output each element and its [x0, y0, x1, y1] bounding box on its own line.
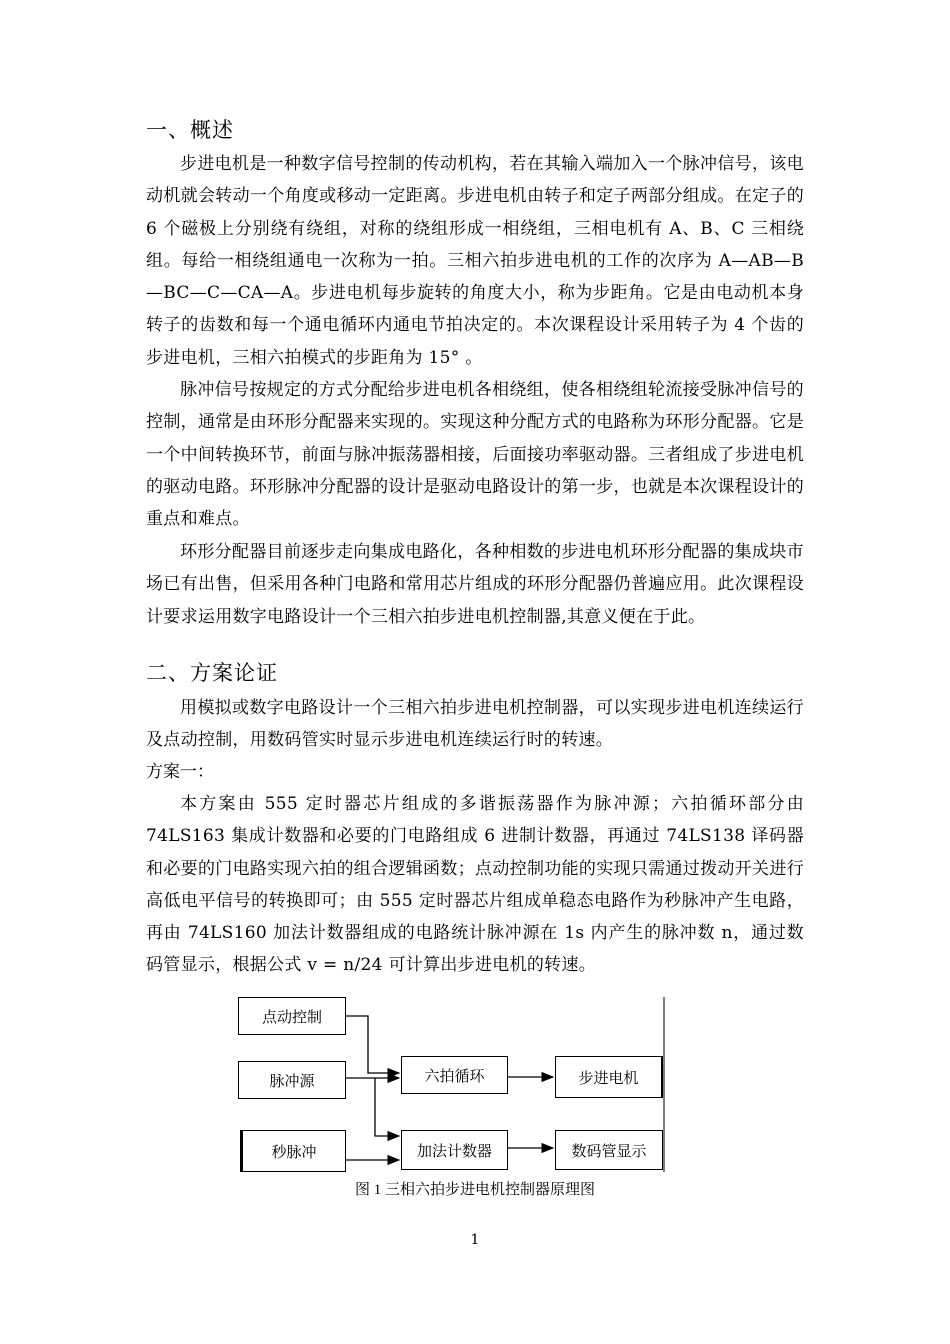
box-stepper-motor: 步进电机 [555, 1056, 663, 1098]
box-six-beat-cycle: 六拍循环 [401, 1056, 508, 1094]
scheme-one-label: 方案一： [146, 762, 214, 782]
box-pulse-source: 脉冲源 [238, 1061, 346, 1099]
wire-pulse-to-counter [375, 1078, 399, 1136]
paragraph-stepper-intro: 步进电机是一种数字信号控制的传动机构，若在其输入端加入一个脉冲信号，该电动机就会转动一个角度或移动一定距离。步进电机由转子和定子两部分组成。在定子的 6 个磁极上分别绕有绕组，对称的绕组形成一相绕组，三相电机有 A、B、C 三相绕组。每给一相绕组通电一次称为一拍。三相六拍步进电机的工作的次序为 A—AB—B—BC—C—CA—A。步进电机每步旋转的角度大小，称为步距角。它是由电动机本身转子的齿数和每一个通电循环内通电节拍决定的。本次课程设计采用转子为 4 个齿的步进电机，三相六拍模式的步距角为 15° 。 [146, 154, 804, 368]
box-digital-display: 数码管显示 [555, 1130, 663, 1170]
paragraph-scheme-one: 本方案由 555 定时器芯片组成的多谐振荡器作为脉冲源；六拍循环部分由 74LS163 集成计数器和必要的门电路组成 6 进制计数器，再通过 74LS138 译码器和必要的门电路实现六拍的组合逻辑函数；点动控制功能的实现只需通过拨动开关进行高低电平信号的转换即可；由 555 定时器芯片组成单稳态电路作为秒脉冲产生电路，再由 74LS160 加法计数器组成的电路统计脉冲源在 1s 内产生的脉冲数 n，通过数码管显示，根据公式 v = n/24 可计算出步进电机的转速。 [146, 794, 804, 976]
paragraph-pulse-distribution: 脉冲信号按规定的方式分配给步进电机各相绕组，使各相绕组轮流接受脉冲信号的控制，通常是由环形分配器来实现的。实现这种分配方式的电路称为环形分配器。它是一个中间转换环节，前面与脉冲振荡器相接，后面接功率驱动器。三者组成了步进电机的驱动电路。环形脉冲分配器的设计是驱动电路设计的第一步，也就是本次课程设计的重点和难点。 [146, 380, 804, 530]
box-jog-control: 点动控制 [238, 997, 346, 1035]
page-number: 1 [470, 1232, 480, 1248]
figure-caption: 图 1 三相六拍步进电机控制器原理图 [354, 1182, 595, 1198]
paragraph-ring-distributor: 环形分配器目前逐步走向集成电路化，各种相数的步进电机环形分配器的集成块市场已有出售，但采用各种门电路和常用芯片组成的环形分配器仍普遍应用。此次课程设计要求运用数字电路设计一个三相六拍步进电机控制器,其意义便在于此。 [146, 542, 804, 627]
section-title-scheme: 二、方案论证 [146, 661, 278, 685]
wire-jog-to-six [346, 1016, 399, 1073]
box-add-counter: 加法计数器 [401, 1130, 508, 1170]
box-second-pulse: 秒脉冲 [240, 1130, 346, 1172]
paragraph-scheme-goal: 用模拟或数字电路设计一个三相六拍步进电机控制器，可以实现步进电机连续运行及点动控制，用数码管实时显示步进电机连续运行时的转速。 [146, 698, 804, 751]
section-title-overview: 一、概述 [146, 118, 234, 142]
